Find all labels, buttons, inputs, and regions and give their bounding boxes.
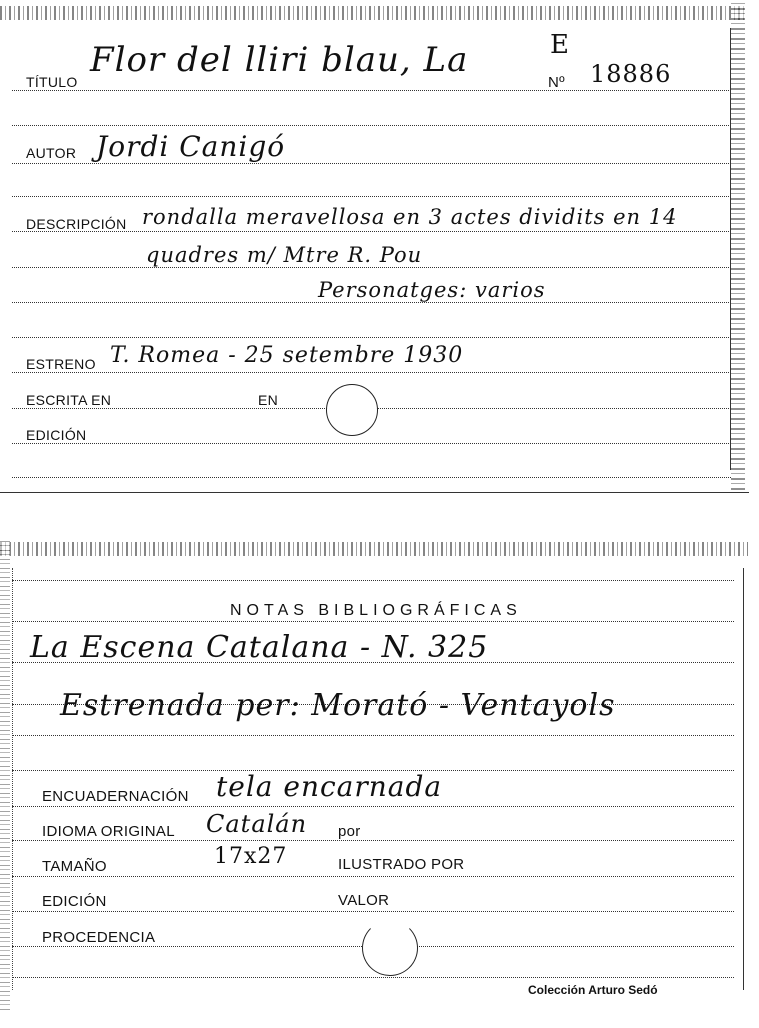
autor-value: Jordi Canigó [96, 130, 286, 163]
numero-label: Nº [548, 74, 565, 91]
notas-heading: NOTAS BIBLIOGRÁFICAS [230, 602, 522, 619]
catalog-card-top [0, 0, 745, 490]
rule-line [12, 977, 734, 978]
escrita-label: ESCRITA EN [26, 392, 112, 408]
punch-hole [326, 384, 378, 436]
idioma-value: Catalán [206, 810, 308, 838]
notes-line1: La Escena Catalana - N. 325 [30, 630, 489, 665]
card-frame-right [743, 568, 744, 990]
rule-line [12, 196, 731, 197]
ilustrado-label: ILUSTRADO POR [338, 856, 465, 873]
catalog-card-bottom [0, 540, 748, 1010]
card-separator [0, 492, 749, 493]
rule-line [12, 302, 731, 303]
card-frame-right [730, 28, 731, 470]
rule-line [12, 372, 731, 373]
rule-line [12, 806, 734, 807]
descripcion-line1: rondalla meravellosa en 3 actes dividits en 14 [142, 205, 678, 229]
rule-line [12, 125, 731, 126]
descripcion-line2: quadres m/ Mtre R. Pou [146, 243, 423, 267]
notes-line2: Estrenada per: Morató - Ventayols [60, 688, 616, 723]
numero-value: 18886 [590, 60, 672, 88]
titulo-value: Flor del lliri blau, La [90, 40, 469, 80]
card-edge-right [731, 0, 745, 490]
tamano-label: TAMAÑO [42, 858, 107, 875]
card-edge-top [0, 542, 748, 556]
card-frame-left [12, 568, 13, 990]
rule-line [12, 477, 731, 478]
idioma-label: IDIOMA ORIGINAL [42, 823, 175, 840]
rule-line [12, 840, 734, 841]
numero-mark: E [550, 30, 570, 60]
por-label: por [338, 823, 361, 840]
rule-line [12, 267, 731, 268]
en-label: EN [258, 392, 279, 408]
descripcion-label: DESCRIPCIÓN [26, 216, 127, 232]
rule-line [12, 911, 734, 912]
estreno-value: T. Romea - 25 setembre 1930 [110, 343, 464, 368]
valor-label: VALOR [338, 892, 390, 909]
rule-line [12, 337, 731, 338]
rule-line [12, 443, 731, 444]
edicion-label-bottom: EDICIÓN [42, 893, 107, 910]
punch-hole [362, 920, 418, 976]
titulo-label: TÍTULO [26, 74, 78, 90]
estreno-label: ESTRENO [26, 356, 96, 372]
edicion-label: EDICIÓN [26, 427, 87, 443]
collection-credit: Colección Arturo Sedó [528, 983, 658, 997]
descripcion-line3: Personatges: varios [318, 278, 546, 302]
card-edge-left [0, 540, 10, 1010]
encuadernacion-value: tela encarnada [216, 770, 443, 803]
rule-line [12, 90, 731, 91]
rule-line [12, 163, 731, 164]
encuadernacion-label: ENCUADERNACIÓN [42, 788, 189, 805]
procedencia-label: PROCEDENCIA [42, 929, 156, 946]
rule-line [12, 580, 734, 581]
card-edge-top [0, 6, 745, 20]
rule-line [12, 621, 734, 622]
rule-line [12, 876, 734, 877]
rule-line [12, 735, 734, 736]
autor-label: AUTOR [26, 145, 77, 161]
tamano-value: 17x27 [214, 844, 288, 869]
